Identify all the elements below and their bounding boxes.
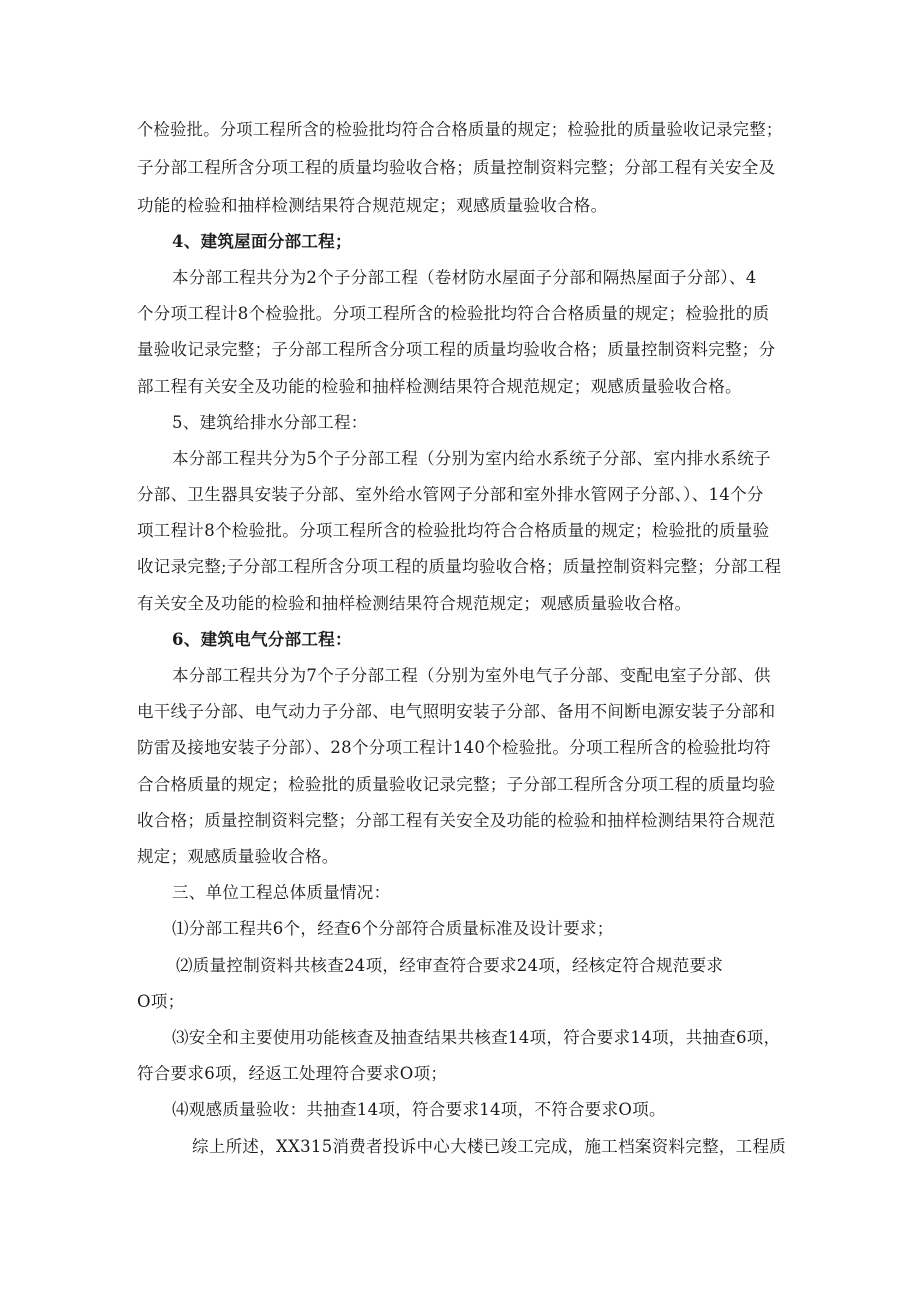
section-heading-6: 6、建筑电气分部工程： [172,630,352,649]
text-line: 功能的检验和抽样检测结果符合规范规定；观感质量验收合格。 [137,196,608,215]
list-item: ⑷观感质量验收：共抽查14项，符合要求14项，不符合要求O项。 [172,1100,666,1119]
text-line: 电干线子分部、电气动力子分部、电气照明安装子分部、备用不间断电源安装子分部和 [137,702,776,721]
text-line: 收合格；质量控制资料完整；分部工程有关安全及功能的检验和抽样检测结果符合规范 [137,811,776,830]
text-line: 量验收记录完整；子分部工程所含分项工程的质量均验收合格；质量控制资料完整；分 [137,340,776,359]
text-line: 本分部工程共分为5个子分部工程（分别为室内给水系统子分部、室内排水系统子 [172,449,771,468]
list-item: ⑵质量控制资料共核查24项，经审查符合要求24项，经核定符合规范要求 [176,956,724,975]
list-item: ⑴分部工程共6个，经查6个分部符合质量标准及设计要求； [172,919,614,938]
text-line: 部工程有关安全及功能的检验和抽样检测结果符合规范规定；观感质量验收合格。 [137,377,742,396]
list-item: ⑶安全和主要使用功能核查及抽查结果共核查14项，符合要求14项，共抽查6项， [172,1028,781,1047]
text-line: 本分部工程共分为7个子分部工程（分别为室外电气子分部、变配电室子分部、供 [172,666,771,685]
text-line: O项； [137,992,185,1011]
text-line: 合合格质量的规定；检验批的质量验收记录完整；子分部工程所含分项工程的质量均验 [137,775,776,794]
text-line: 收记录完整;子分部工程所含分项工程的质量均验收合格；质量控制资料完整；分部工程 [137,557,782,576]
section-heading-4: 4、建筑屋面分部工程； [172,232,352,251]
text-line: 符合要求6项，经返工处理符合要求O项； [137,1064,448,1083]
text-line: 分部、卫生器具安装子分部、室外给水管网子分部和室外排水管网子分部、）、14个分 [137,485,764,504]
text-line: 项工程计8个检验批。分项工程所含的检验批均符合合格质量的规定；检验批的质量验 [137,521,770,540]
text-line: 子分部工程所含分项工程的质量均验收合格；质量控制资料完整；分部工程有关安全及 [137,158,776,177]
section-heading-3: 三、单位工程总体质量情况： [172,883,391,902]
text-line: 防雷及接地安装子分部）、28个分项工程计140个检验批。分项工程所含的检验批均符 [137,738,771,757]
section-heading-5: 5、建筑给排水分部工程： [172,413,368,432]
text-line: 规定；观感质量验收合格。 [137,847,339,866]
text-line: 个分项工程计8个检验批。分项工程所含的检验批均符合合格质量的规定；检验批的质 [137,304,770,323]
text-line: 综上所述，XX315消费者投诉中心大楼已竣工完成，施工档案资料完整，工程质 [192,1137,787,1156]
text-line: 本分部工程共分为2个子分部工程（卷材防水屋面子分部和隔热屋面子分部）、4 [172,268,757,287]
text-line: 有关安全及功能的检验和抽样检测结果符合规范规定；观感质量验收合格。 [137,594,692,613]
text-line: 个检验批。分项工程所含的检验批均符合合格质量的规定；检验批的质量验收记录完整； [137,120,783,139]
